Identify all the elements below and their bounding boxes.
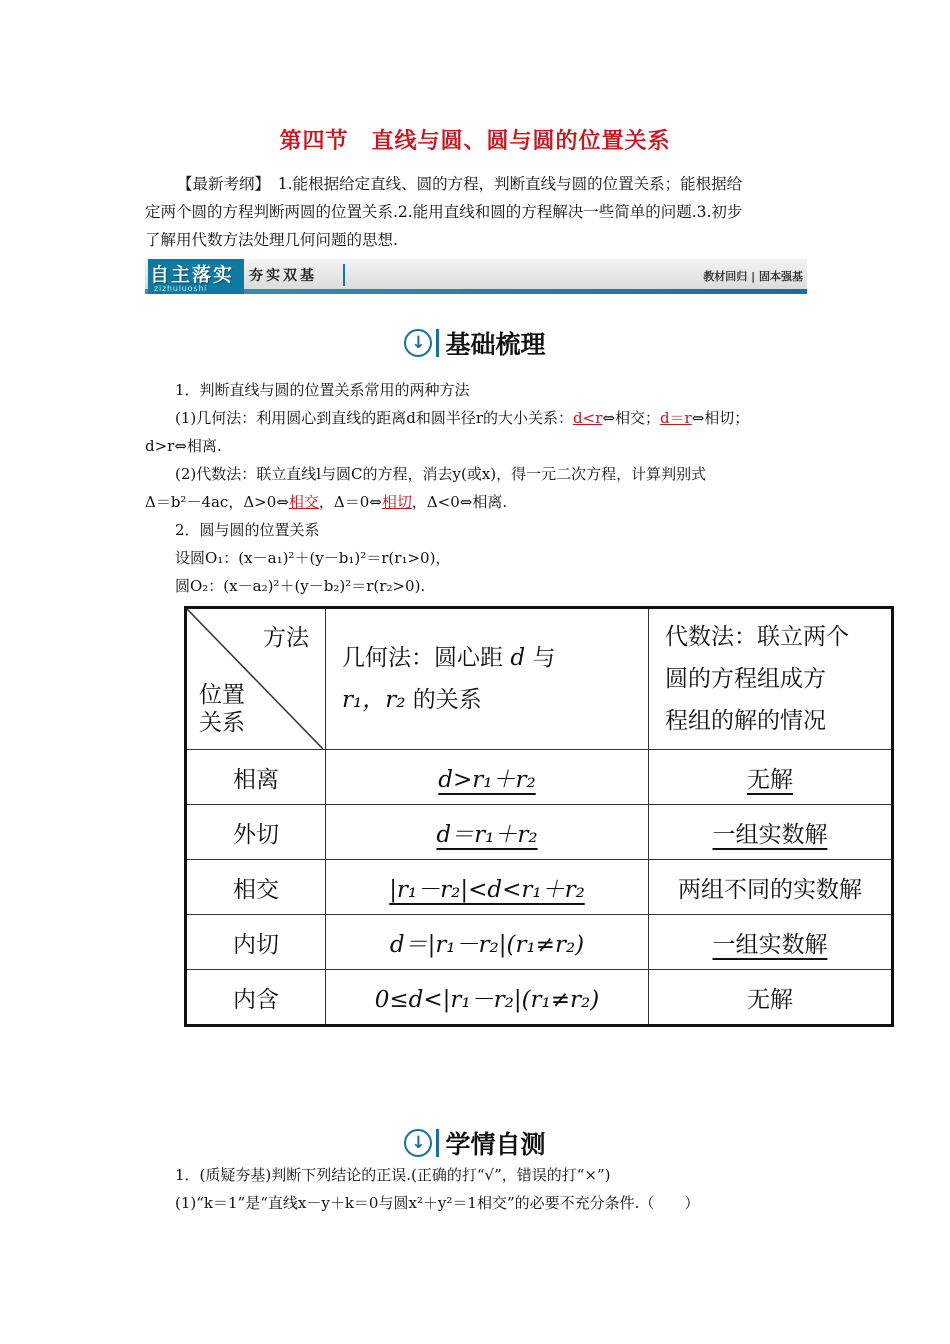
blank-answer: 相切 [381, 493, 412, 511]
banner-main-block [148, 259, 244, 294]
section-title-basics: 基础梳理 [445, 330, 546, 359]
geometric-cell: d>r₁＋r₂ [326, 750, 649, 805]
relation-cell: 内切 [186, 915, 326, 970]
syllabus-outline [145, 170, 807, 254]
geometric-cell: d＝r₁＋r₂ [326, 805, 649, 860]
blank-answer: 相交 [288, 493, 319, 511]
table-row [186, 750, 893, 805]
corner-method-label: 方法 [263, 625, 309, 651]
banner-right-text: 教材回归 | 固本强基 [703, 270, 803, 283]
syllabus-line-2: 定两个圆的方程判断两圆的位置关系.2.能用直线和圆的方程解决一些简单的问题.3.初步 [145, 203, 743, 221]
section-heading-basics [0, 325, 950, 361]
relation-cell: 相离 [186, 750, 326, 805]
selftest-body [145, 1161, 815, 1217]
basics-heading-2: 2．圆与圆的位置关系 [175, 521, 320, 539]
basics-body [145, 376, 815, 600]
algebraic-cell: 一组实数解 [649, 915, 893, 970]
section-banner [145, 259, 807, 295]
banner-main-text: 自主落实 [150, 264, 235, 286]
geometric-cell: 0≤d<|r₁－r₂|(r₁≠r₂) [326, 970, 649, 1026]
table-header-row [186, 608, 893, 750]
geometric-method-line-2: d>r⇔相离. [145, 437, 222, 455]
page-title: 第四节 直线与圆、圆与圆的位置关系 [279, 129, 671, 154]
section-title-selftest: 学情自测 [445, 1130, 546, 1159]
banner-pinyin: zizhuluoshi [154, 284, 208, 293]
banner-sub-text: 夯实双基 [249, 268, 317, 284]
algebraic-cell: 一组实数解 [649, 805, 893, 860]
table-row [186, 805, 893, 860]
relation-cell: 内含 [186, 970, 326, 1026]
down-arrow-circle-icon: ↓ [404, 1129, 432, 1157]
table-corner-cell [186, 608, 326, 750]
table-row [186, 860, 893, 915]
quiz-question-1-1: (1)“k＝1”是“直线x－y＋k＝0与圆x²＋y²＝1相交”的必要不充分条件.（ ） [175, 1194, 700, 1212]
geometric-method-line: (1)几何法：利用圆心到直线的距离d和圆半径r的大小关系：d<r⇔相交；d＝r⇔相切； [175, 409, 750, 427]
geometric-cell: |r₁－r₂|<d<r₁＋r₂ [326, 860, 649, 915]
discriminant-line: Δ＝b²－4ac，Δ>0⇔相交，Δ＝0⇔相切，Δ<0⇔相离. [145, 493, 508, 511]
corner-relation-label: 位置 关系 [199, 682, 245, 736]
syllabus-label: 【最新考纲】 [177, 175, 263, 193]
algebraic-cell: 无解 [649, 750, 893, 805]
header-geometric: 几何法：圆心距 d 与 r₁，r₂ 的关系 [326, 608, 649, 750]
syllabus-line-3: 了解用代数方法处理几何问题的思想. [145, 231, 398, 249]
blank-answer: d＝r [659, 409, 692, 427]
circle-o2-def: 圆O₂：(x－a₂)²＋(y－b₂)²＝r(r₂>0). [175, 577, 426, 595]
geometric-cell: d＝|r₁－r₂|(r₁≠r₂) [326, 915, 649, 970]
basics-heading-1: 1．判断直线与圆的位置关系常用的两种方法 [175, 381, 470, 399]
quiz-question-1: 1．(质疑夯基)判断下列结论的正误.(正确的打“√”，错误的打“×”) [175, 1166, 611, 1184]
table-row [186, 970, 893, 1026]
algebraic-cell: 两组不同的实数解 [649, 860, 893, 915]
syllabus-line-1: 1.能根据给定直线、圆的方程，判断直线与圆的位置关系；能根据给 [277, 175, 743, 193]
circle-o1-def: 设圆O₁：(x－a₁)²＋(y－b₁)²＝r(r₁>0)， [175, 549, 451, 567]
circle-relation-table [184, 606, 894, 1027]
algebraic-method-line: (2)代数法：联立直线l与圆C的方程，消去y(或x)，得一元二次方程，计算判别式 [175, 465, 707, 483]
down-arrow-circle-icon: ↓ [404, 329, 432, 357]
blank-answer: d<r [573, 409, 603, 427]
table-row [186, 915, 893, 970]
relation-cell: 相交 [186, 860, 326, 915]
section-heading-selftest [0, 1125, 950, 1161]
header-algebraic: 代数法：联立两个 圆的方程组成方 程组的解的情况 [649, 608, 893, 750]
algebraic-cell: 无解 [649, 970, 893, 1026]
relation-cell: 外切 [186, 805, 326, 860]
